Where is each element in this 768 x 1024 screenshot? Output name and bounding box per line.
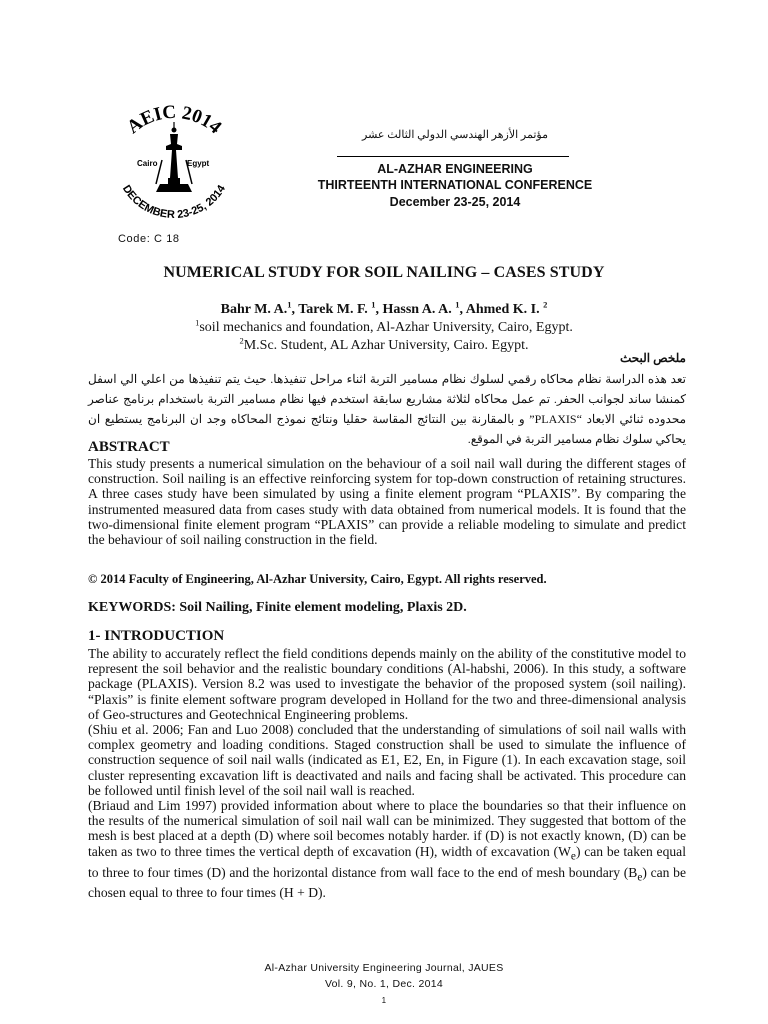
author-list: Bahr M. A.$^1$, Tarek M. F. $^1$, Hassn A. A. $^1$, Ahmed K. I. $^2$ (220, 299, 548, 317)
page-number: 1 (381, 996, 387, 1005)
conference-logo (104, 100, 244, 225)
paper-title: NUMERICAL STUDY FOR SOIL NAILING – CASES STUDY (163, 264, 605, 281)
header-rule (337, 156, 569, 157)
introduction-heading: 1- INTRODUCTION (88, 628, 225, 644)
introduction-paragraph-2: (Shiu et al. 2006; Fan and Luo 2008) concluded that the understanding of simulations of soil nail walls with complex geometry and loading conditions. Staged construction shall be used to simulate the influence of construction sequence of soil nail walls (indicated as E1, E2, En, in Figure (1). In each excavation stage, soil cluster representing excavation lift is deactivated and nails and facing shall be activated. This procedure can be followed until finish level of the soil nail wall is reached. (88, 722, 686, 798)
arabic-abstract-heading: ملخص البحث (620, 351, 686, 365)
logo-main-text: AEIC 2014 (123, 101, 226, 139)
introduction-body (88, 646, 686, 901)
conference-line-1: AL-AZHAR ENGINEERING (377, 162, 533, 176)
tower-icon (156, 122, 192, 192)
subscript-e: e (637, 871, 643, 884)
conference-line-3: December 23-25, 2014 (389, 195, 521, 209)
footer-journal: Al-Azhar University Engineering Journal, JAUES (264, 962, 504, 974)
paragraph-text: (Briaud and Lim 1997) provided information about where to place the boundaries so that their influence on the results of the numerical simulation of soil nail wall can be minimized. They suggested that bottom of the mesh is best placed at a depth (D) where soil becomes notably harder. if (D) is not exactly known, (D) can be taken as two to three times the vertical depth of excavation (H), width of excavation (W (88, 798, 686, 859)
affiliation-text: M.Sc. Student, AL Azhar University, Cairo. Egypt. (243, 338, 529, 353)
author-name: Tarek M. F. (298, 302, 372, 317)
paper-code: Code: C 18 (118, 233, 180, 245)
affiliation-number: 1 (195, 317, 200, 328)
introduction-paragraph-1: The ability to accurately reflect the field conditions depends mainly on the ability of the constitutive model to represent the soil behavior and the realistic boundary conditions (Al-habshi, 2006). In this study, a software package (PLAXIS). Version 8.2 was used to investigate the behavior of the proposed system (soil nailing). “Plaxis” is finite element software program developed in Holland for the two and three-dimensional analysis of Geo-structures and Geotechnical Engineering problems. (88, 646, 686, 722)
author-name: Hassn A. A. (382, 302, 456, 317)
logo-cairo-text: Cairo (137, 159, 158, 168)
abstract-heading: ABSTRACT (88, 439, 170, 455)
conference-arabic-title: مؤتمر الأزهر الهندسي الدولي الثالث عشر (362, 129, 548, 141)
keywords: KEYWORDS: Soil Nailing, Finite element modeling, Plaxis 2D. (88, 600, 467, 615)
arabic-abstract-body: تعد هذه الدراسة نظام محاكاه رقمي لسلوك نظام مسامير التربة اثناء مراحل تنفيذها. حيث يتم تنفيذها من اعلي الي اسفل كمنشا ساند لجوانب الحفر. تم عمل محاكاه لثلاثة مشاريع سابقة استخدم فيها نظام مسامير التربة باستخدام برنامج عناصر محدوده ثنائي الابعاد “PLAXIS” و بالمقارنة بين النتائج المقاسة حقليا ونتائج نموذج المحاكاه وجد ان البرنامج يستطيع ان يحاكي سلوك نظام مسامير التربة في الموقع. (88, 372, 686, 446)
conference-line-2: THIRTEENTH INTERNATIONAL CONFERENCE (317, 178, 593, 192)
paragraph-text: ) can be chosen equal to three to four times (H + D). (88, 864, 686, 901)
paragraph-text: ) can be taken equal to three to four times (D) and the horizontal distance from wall face to the end of mesh boundary (B (88, 843, 686, 880)
logo-date-text: DECEMBER 23-25, 2014 (119, 183, 229, 222)
author-affiliation-mark: 1 (455, 299, 460, 310)
author-affiliation-mark: 2 (543, 299, 548, 310)
affiliation-1 (0, 317, 768, 336)
author-name: Bahr M. A. (220, 302, 288, 317)
copyright-notice: © 2014 Faculty of Engineering, Al-Azhar University, Cairo, Egypt. All rights reserved. (88, 572, 547, 586)
affiliation-number: 2 (239, 335, 244, 346)
logo-egypt-text: Egypt (187, 159, 210, 168)
abstract-body: This study presents a numerical simulation on the behaviour of a soil nail wall during the different stages of construction. Soil nailing is an effective reinforcing system for top-down construction of retaining structures. A three cases study have been simulated by using a finite element program “PLAXIS”. By comparing the instrumented measured data from cases study with data obtained from numerical models. It is found that the two-dimensional finite element program “PLAXIS” can provide a reliable modeling to simulate and predict the behaviour of soil nailing construction in the field. (88, 456, 686, 548)
introduction-paragraph-3 (88, 798, 686, 901)
author-affiliation-mark: 1 (371, 299, 376, 310)
subscript-e: e (570, 850, 576, 863)
author-affiliation-mark: 1 (287, 299, 292, 310)
author-name: Ahmed K. I. (465, 302, 544, 317)
affiliation-text: soil mechanics and foundation, Al-Azhar University, Cairo, Egypt. (199, 320, 573, 335)
footer-volume: Vol. 9, No. 1, Dec. 2014 (324, 978, 444, 990)
